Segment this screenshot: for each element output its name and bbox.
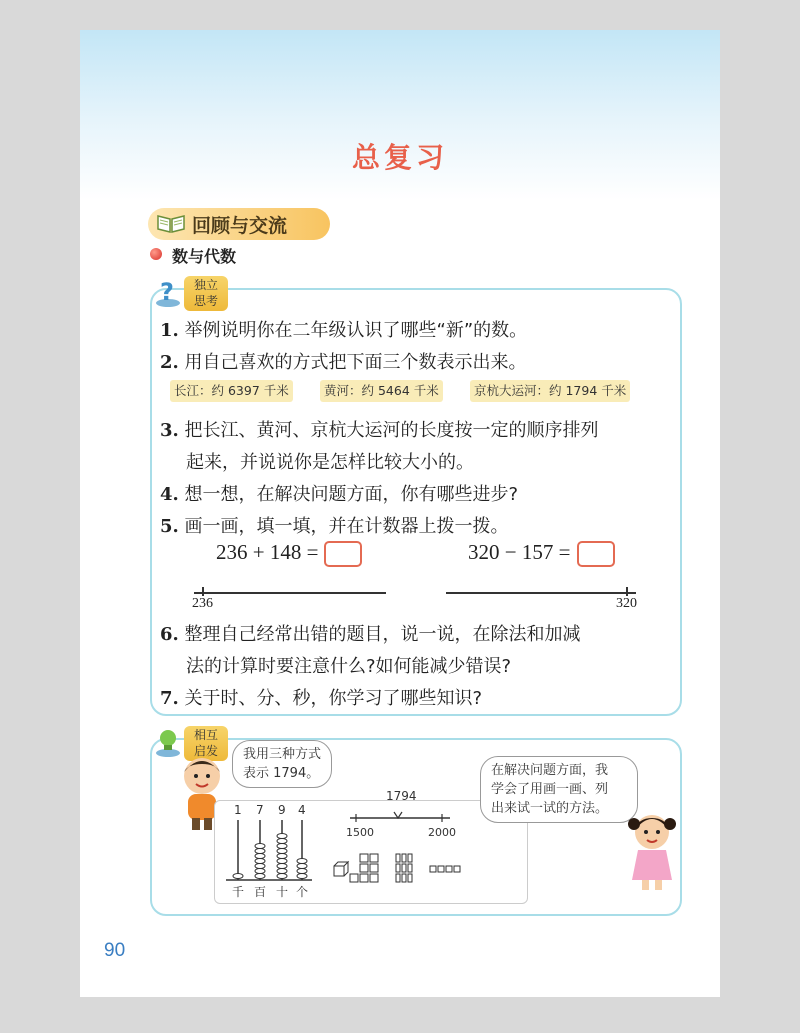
abacus-digit-7: 7	[256, 803, 264, 817]
girl-bubble-line1: 在解决问题方面，我	[491, 763, 609, 778]
share-tag-line1: 相互	[193, 728, 218, 742]
question-mark-icon	[154, 278, 182, 308]
question-text: 想一想，在解决问题方面，你有哪些进步?	[184, 484, 519, 505]
question-number: 1.	[160, 320, 179, 341]
question-number: 5.	[160, 516, 179, 537]
sketch-value-label: 1794	[386, 789, 417, 803]
place-label-hundreds: 百	[254, 885, 267, 899]
girl-illustration	[626, 810, 678, 892]
question-text: 用自己喜欢的方式把下面三个数表示出来。	[184, 352, 527, 373]
question-6	[160, 620, 581, 646]
page-title: 总复习	[351, 141, 448, 174]
abacus-sketch	[220, 800, 316, 900]
question-text: 整理自己经常出错的题目，说一说，在除法和加减	[184, 624, 581, 645]
boy-speech-bubble	[232, 740, 332, 788]
question-text: 关于时、分、秒，你学习了哪些知识?	[184, 688, 483, 709]
girl-speech-bubble	[480, 756, 638, 823]
chip-yangtze: 长江：约 6397 千米	[170, 380, 293, 402]
question-3-line2: 起来，并说说你是怎样比较大小的。	[186, 452, 474, 473]
think-tag-line1: 独立	[193, 278, 218, 292]
question-number: 3.	[160, 420, 179, 441]
question-text: 把长江、黄河、京杭大运河的长度按一定的顺序排列	[184, 420, 599, 441]
equation-addition: 236 + 148 =	[216, 540, 319, 564]
question-number: 6.	[160, 624, 179, 645]
question-5	[160, 512, 509, 538]
question-6-line2: 法的计算时要注意什么?如何能减少错误?	[186, 656, 512, 677]
question-number: 4.	[160, 484, 179, 505]
question-3	[160, 416, 599, 442]
chip-yellow-river: 黄河：约 5464 千米	[320, 380, 443, 402]
question-number: 7.	[160, 688, 179, 709]
number-line-sketch	[346, 786, 456, 840]
answer-box-subtraction[interactable]	[577, 541, 615, 567]
question-text: 举例说明你在二年级认识了哪些“新”的数。	[184, 320, 528, 341]
topic-heading: 数与代数	[172, 247, 237, 266]
question-number: 2.	[160, 352, 179, 373]
place-label-ones: 个	[296, 885, 309, 899]
girl-bubble-line3: 出来试一试的方法。	[491, 801, 609, 816]
place-label-tens: 十	[276, 885, 289, 899]
number-line-right-tick	[626, 587, 628, 596]
think-tag-line2: 思考	[193, 294, 218, 308]
number-line-left	[194, 592, 386, 594]
answer-box-addition[interactable]	[324, 541, 362, 567]
svg-text:?: ?	[160, 278, 174, 306]
question-1	[160, 316, 527, 342]
section-label: 回顾与交流	[192, 215, 288, 237]
think-tag	[184, 276, 228, 311]
sketch-end-label: 2000	[428, 826, 456, 839]
sketch-start-label: 1500	[346, 826, 374, 839]
base-ten-blocks-sketch	[330, 850, 490, 894]
boy-bubble-line2: 表示 1794。	[243, 766, 320, 781]
question-7	[160, 684, 482, 710]
number-line-right	[446, 592, 636, 594]
girl-bubble-line2: 学会了用画一画、列	[491, 782, 609, 797]
abacus-digit-4: 4	[298, 803, 306, 817]
boy-bubble-line1: 我用三种方式	[243, 747, 322, 762]
open-book-icon	[156, 212, 186, 234]
page-number: 90	[104, 940, 126, 961]
topic-bullet	[150, 248, 162, 260]
number-line-right-label: 320	[616, 596, 637, 611]
number-line-left-label: 236	[192, 596, 213, 611]
equation-subtraction: 320 − 157 =	[468, 540, 571, 564]
question-4	[160, 480, 518, 506]
place-label-thousands: 千	[232, 885, 245, 899]
number-line-left-tick	[202, 587, 204, 596]
share-tag-line2: 启发	[193, 744, 218, 758]
chip-grand-canal: 京杭大运河：约 1794 千米	[470, 380, 630, 402]
abacus-digit-1: 1	[234, 803, 242, 817]
question-2	[160, 348, 527, 374]
question-text: 画一画，填一填，并在计数器上拨一拨。	[184, 516, 509, 537]
textbook-page	[80, 30, 720, 997]
abacus-digit-9: 9	[278, 803, 286, 817]
